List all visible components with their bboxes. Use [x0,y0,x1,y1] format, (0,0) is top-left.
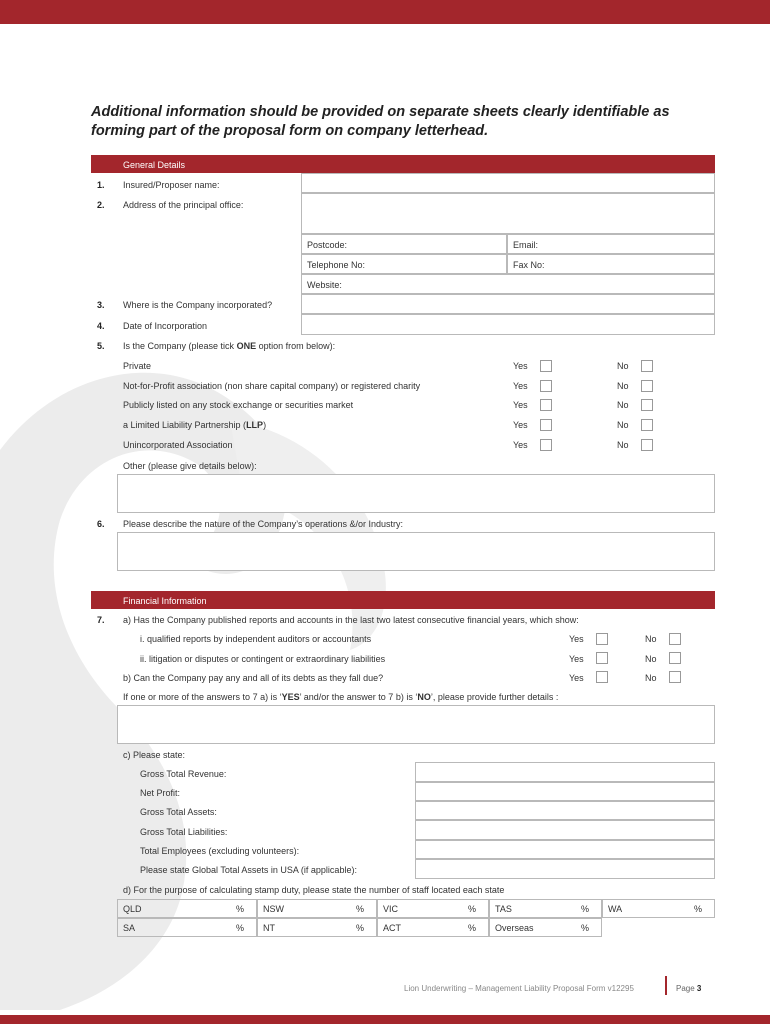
percent-sign: % [235,923,244,933]
no-checkbox[interactable] [669,652,681,664]
no-checkbox[interactable] [641,360,653,372]
label-bold: YES [281,692,300,702]
question-number: 1. [97,180,105,190]
further-details-label [123,692,558,702]
label-bold: NO [417,692,431,702]
label-part: ) [263,420,267,430]
label-part: option from below): [256,341,336,351]
state-cell-act[interactable] [377,918,489,937]
intro-line: forming part of the proposal form on company letterhead. [91,123,489,139]
percent-sign: % [235,904,244,914]
yes-label: Yes [569,634,584,644]
state-cell-sa[interactable] [117,918,257,937]
yes-checkbox[interactable] [596,671,608,683]
sub-question-label: ii. litigation or disputes or contingent or extraordinary liabilities [140,654,386,664]
postcode-label: Postcode: [307,240,348,250]
yes-checkbox[interactable] [596,652,608,664]
option-label [123,420,266,430]
yes-checkbox[interactable] [540,380,552,392]
label-bold: LLP [246,420,264,430]
sub-question-label: c) Please state: [123,750,186,760]
yes-label: Yes [513,361,528,371]
no-checkbox[interactable] [669,671,681,683]
state-cell-nsw[interactable] [257,899,377,918]
page-number [676,984,701,993]
question-label: Please describe the nature of the Company’s operations &/or Industry: [123,519,403,529]
percent-sign: % [580,923,589,933]
incorporated-input[interactable] [301,294,715,314]
yes-label: Yes [513,440,528,450]
yes-checkbox[interactable] [540,419,552,431]
no-checkbox[interactable] [641,380,653,392]
percent-sign: % [355,923,364,933]
yes-label: Yes [569,673,584,683]
section-header-financial: Financial Information [91,591,715,609]
label-part: ’, please provide further details : [430,692,559,702]
label-bold: ONE [236,341,257,351]
question-number: 7. [97,615,105,625]
state-cell-vic[interactable] [377,899,489,918]
state-label: TAS [495,904,512,914]
email-label: Email: [513,240,539,250]
no-label: No [645,634,657,644]
state-cell-wa[interactable] [602,899,715,918]
sub-question-label: i. qualified reports by independent auditors or accountants [140,634,372,644]
percent-sign: % [467,923,476,933]
question-number: 5. [97,341,105,351]
financial-item-label: Net Profit: [140,788,181,798]
label-part: a Limited Liability Partnership ( [123,420,247,430]
website-label: Website: [307,280,342,290]
no-label: No [617,381,629,391]
no-checkbox[interactable] [641,439,653,451]
fax-label: Fax No: [513,260,545,270]
state-cell-nt[interactable] [257,918,377,937]
operations-textarea[interactable] [117,532,715,571]
yes-label: Yes [513,381,528,391]
financial-item-label: Gross Total Assets: [140,807,217,817]
yes-checkbox[interactable] [540,439,552,451]
yes-label: Yes [513,420,528,430]
yes-checkbox[interactable] [540,399,552,411]
incorporation-date-input[interactable] [301,314,715,335]
section-header-general: General Details [91,155,715,173]
percent-sign: % [580,904,589,914]
state-label: SA [123,923,136,933]
no-label: No [617,420,629,430]
option-label: Publicly listed on any stock exchange or securities market [123,400,354,410]
footer-divider [665,976,667,995]
state-cell-overseas[interactable] [489,918,602,937]
gross-revenue-input[interactable] [415,762,715,782]
fax-field[interactable] [507,254,715,274]
question-number: 2. [97,200,105,210]
net-profit-input[interactable] [415,782,715,801]
state-label: NT [263,923,275,933]
further-details-textarea[interactable] [117,705,715,744]
question-number: 3. [97,300,105,310]
sub-question-label: b) Can the Company pay any and all of its debts as they fall due? [123,673,384,683]
telephone-field[interactable] [301,254,507,274]
other-details-textarea[interactable] [117,474,715,513]
footer-bar [0,1015,770,1024]
label-part: Is the Company (please tick [123,341,237,351]
state-cell-tas[interactable] [489,899,602,918]
yes-checkbox[interactable] [596,633,608,645]
yes-checkbox[interactable] [540,360,552,372]
gross-liabilities-input[interactable] [415,820,715,840]
yes-label: Yes [513,400,528,410]
option-label: Private [123,361,152,371]
financial-item-label: Gross Total Revenue: [140,769,227,779]
usa-assets-input[interactable] [415,859,715,879]
question-number: 6. [97,519,105,529]
label-part: If one or more of the answers to 7 a) is ‘ [123,692,282,702]
insured-name-input[interactable] [301,173,715,193]
state-label: WA [608,904,623,914]
yes-label: Yes [569,654,584,664]
question-label: Insured/Proposer name: [123,180,220,190]
intro-text [91,103,731,141]
no-label: No [617,400,629,410]
state-cell-qld[interactable] [117,899,257,918]
no-label: No [617,440,629,450]
state-label: ACT [383,923,401,933]
label-part: ’ and/or the answer to 7 b) is ‘ [299,692,418,702]
question-label: Address of the principal office: [123,200,244,210]
state-label: QLD [123,904,142,914]
percent-sign: % [355,904,364,914]
no-checkbox[interactable] [641,399,653,411]
financial-item-label: Total Employees (excluding volunteers): [140,846,300,856]
percent-sign: % [693,904,702,914]
state-label: Overseas [495,923,534,933]
question-label: Date of Incorporation [123,321,208,331]
no-label: No [617,361,629,371]
total-employees-input[interactable] [415,840,715,859]
page-label: Page [676,984,697,993]
other-label: Other (please give details below): [123,461,257,471]
option-label: Not-for-Profit association (non share capital company) or registered charity [123,381,421,391]
telephone-label: Telephone No: [307,260,366,270]
intro-line: Additional information should be provided on separate sheets clearly identifiable as [91,104,670,120]
financial-item-label: Gross Total Liabilities: [140,827,228,837]
footer-text: Lion Underwriting – Management Liability Proposal Form v12295 [404,984,634,993]
no-label: No [645,654,657,664]
state-label: NSW [263,904,284,914]
page-num: 3 [696,984,702,993]
website-field[interactable] [301,274,715,294]
gross-assets-input[interactable] [415,801,715,820]
no-checkbox[interactable] [641,419,653,431]
no-label: No [645,673,657,683]
financial-item-label: Please state Global Total Assets in USA (if applicable): [140,865,357,875]
address-input[interactable] [301,193,715,234]
question-number: 4. [97,321,105,331]
option-label: Unincorporated Association [123,440,233,450]
email-field[interactable] [507,234,715,254]
question-label: a) Has the Company published reports and accounts in the last two latest consecutive financial years, which show: [123,615,579,625]
header-bar [0,0,770,24]
sub-question-label: d) For the purpose of calculating stamp duty, please state the number of staff located each state [123,885,505,895]
percent-sign: % [467,904,476,914]
postcode-field[interactable] [301,234,507,254]
question-label: Where is the Company incorporated? [123,300,273,310]
question-label [123,341,335,351]
state-label: VIC [383,904,399,914]
no-checkbox[interactable] [669,633,681,645]
